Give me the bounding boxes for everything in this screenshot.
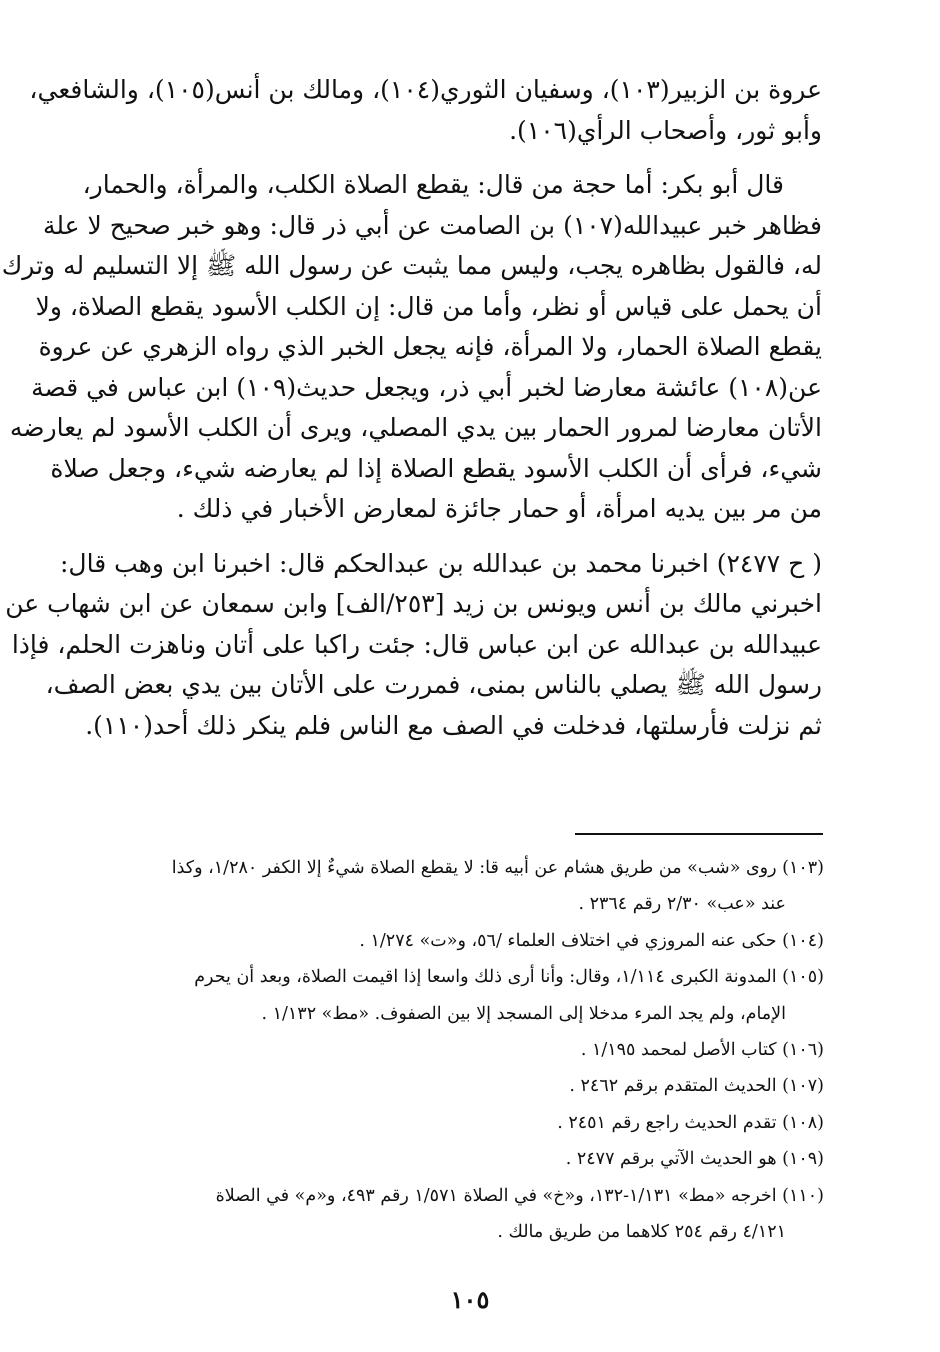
text-line: فظاهر خبر عبيدالله(١٠٧) بن الصامت عن أبي ذر قال: وهو خبر صحيح لا علة [42, 210, 822, 240]
footnote-continuation: ٤/١٢١ رقم ٢٥٤ كلاهما من طريق مالك . [497, 1222, 786, 1243]
text-line: يقطع الصلاة الحمار، ولا المرأة، فإنه يجعل الخبر الذي رواه الزهري عن عروة [38, 332, 822, 361]
paragraph-2 [1, 165, 822, 530]
paragraph-1 [29, 70, 822, 151]
footnotes [136, 850, 824, 1250]
footnote-line: (١٠٥) المدونة الكبرى ١/١١٤، وقال: وأنا أرى ذلك واسعا إذا اقيمت الصلاة، وبعد أن يحرم [194, 967, 824, 988]
footnote [136, 1105, 824, 1141]
text-line: من مر بين يديه امرأة، أو حمار جائزة لمعارض الأخبار في ذلك . [176, 494, 822, 523]
footnote [136, 923, 824, 959]
main-text [1, 70, 822, 746]
text-line: أن يحمل على قياس أو نظر، وأما من قال: إن الكلب الأسود يقطع الصلاة، ولا [35, 291, 822, 321]
page-number: ١٠٥ [450, 1285, 490, 1314]
footnote [136, 850, 824, 923]
footnote-line: (١٠٧) الحديث المتقدم برقم ٢٤٦٢ . [569, 1076, 824, 1097]
footnote-line: (١١٠) اخرجه «مط» ١/١٣١-١٣٢، و«خ» في الصلاة ١/٥٧١ رقم ٤٩٣، و«م» في الصلاة [215, 1185, 824, 1206]
text-line: له، فالقول بظاهره يجب، وليس مما يثبت عن رسول الله ﷺ إلا التسليم له وترك [1, 251, 822, 280]
footnote-line: (١٠٩) هو الحديث الآتي برقم ٢٤٧٧ . [565, 1149, 824, 1170]
text-line: عن(١٠٨) عائشة معارضا لخبر أبي ذر، ويجعل حديث(١٠٩) ابن عباس في قصة [31, 372, 822, 402]
footnote-continuation: الإمام، ولم يجد المرء مدخلا إلى المسجد إلا بين الصفوف. «مط» ١/١٣٢ . [261, 1003, 786, 1024]
footnote-line: (١٠٨) تقدم الحديث راجع رقم ٢٤٥١ . [557, 1112, 824, 1133]
footnote-line: (١٠٦) كتاب الأصل لمحمد ١/١٩٥ . [580, 1040, 824, 1061]
text-line: ( ح ٢٤٧٧) اخبرنا محمد بن عبدالله بن عبدالحكم قال: اخبرنا ابن وهب قال: [60, 548, 822, 578]
text-line: عروة بن الزبير(١٠٣)، وسفيان الثوري(١٠٤)، ومالك بن أنس(١٠٥)، والشافعي، [29, 75, 822, 104]
footnote-divider [575, 833, 823, 835]
footnote-continuation: عند «عب» ٢/٣٠ رقم ٢٣٦٤ . [578, 894, 786, 915]
footnote [136, 1032, 824, 1068]
footnote [136, 959, 824, 1032]
footnote-line: (١٠٤) حكى عنه المروزي في اختلاف العلماء /٥٦، و«ت» ١/٢٧٤ . [359, 930, 824, 951]
footnote [136, 1141, 824, 1177]
footnote [136, 1178, 824, 1251]
text-line: وأبو ثور، وأصحاب الرأي(١٠٦). [509, 115, 822, 145]
text-line: ثم نزلت فأرسلتها، فدخلت في الصف مع الناس فلم ينكر ذلك أحد(١١٠). [85, 710, 822, 740]
paragraph-3-hadith [5, 544, 822, 747]
text-line: اخبرني مالك بن أنس ويونس بن زيد [٢٥٣/الف] وابن سمعان عن ابن شهاب عن [5, 589, 822, 618]
footnote-line: (١٠٣) روى «شب» من طريق هشام عن أبيه قا: لا يقطع الصلاة شيءٌ إلا الكفر ١/٢٨٠، وكذا [171, 858, 824, 878]
text-line: عبيدالله بن عبدالله عن ابن عباس قال: جئت راكبا على أتان وناهزت الحلم، فإذا [11, 629, 822, 659]
footnote [136, 1068, 824, 1104]
text-line: الأتان معارضا لمرور الحمار بين يدي المصلي، ويرى أن الكلب الأسود لم يعارضه [9, 413, 822, 442]
text-line: رسول الله ﷺ يصلي بالناس بمنى، فمررت على الأتان بين يدي بعض الصف، [45, 670, 822, 699]
text-line: شيء، فرأى أن الكلب الأسود يقطع الصلاة إذا لم يعارضه شيء، وجعل صلاة [50, 453, 822, 483]
text-line: قال أبو بكر: أما حجة من قال: يقطع الصلاة الكلب، والمرأة، والحمار، [82, 170, 784, 199]
